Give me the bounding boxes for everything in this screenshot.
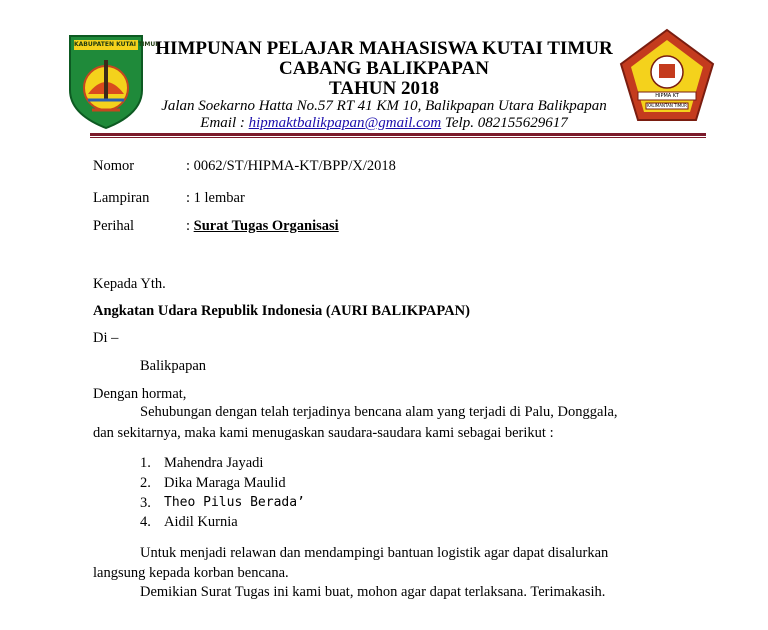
salutation: Dengan hormat,	[93, 386, 187, 402]
recipient-di: Di –	[93, 330, 119, 346]
recipient-city: Balikpapan	[140, 358, 207, 374]
right-logo-banner: HIPMA KT	[655, 93, 679, 99]
member-name-4: Aidil Kurnia	[164, 514, 238, 530]
member-num-3: 3.	[140, 495, 151, 511]
org-name-line2: CABANG BALIKPAPAN	[279, 58, 489, 79]
org-name-line1: HIMPUNAN PELAJAR MAHASISWA KUTAI TIMUR	[155, 38, 613, 59]
email-label: Email :	[200, 115, 249, 131]
para2-line1: Untuk menjadi relawan dan mendampingi bantuan logistik agar dapat disalurkan	[140, 545, 609, 561]
email-link[interactable]: hipmaktbalikpapan@gmail.com	[248, 115, 442, 131]
perihal-subject: Surat Tugas Organisasi	[193, 218, 339, 234]
member-name-2: Dika Maraga Maulid	[164, 475, 286, 491]
kutai-timur-logo	[66, 30, 160, 130]
org-name-line3: TAHUN 2018	[329, 78, 439, 99]
perihal-value	[186, 217, 339, 235]
nomor-value: : 0062/ST/HIPMA-KT/BPP/X/2018	[186, 158, 396, 174]
member-name-1: Mahendra Jayadi	[164, 455, 264, 471]
phone-text: Telp. 082155629617	[441, 115, 568, 131]
perihal-label: Perihal	[93, 218, 135, 234]
org-address: Jalan Soekarno Hatta No.57 RT 41 KM 10, Balikpapan Utara Balikpapan	[161, 98, 607, 114]
nomor-label: Nomor	[93, 158, 135, 174]
member-num-2: 2.	[140, 475, 151, 491]
lampiran-value: : 1 lembar	[186, 190, 245, 206]
member-num-1: 1.	[140, 455, 151, 471]
perihal-colon: :	[186, 218, 194, 234]
closing-line: Demikian Surat Tugas ini kami buat, mohon agar dapat terlaksana. Terimakasih.	[140, 584, 606, 600]
kepada-yth: Kepada Yth.	[93, 276, 166, 292]
left-logo-text: KABUPATEN KUTAI TIMUR	[74, 41, 160, 48]
header-divider-thin	[90, 137, 706, 138]
recipient-name: Angkatan Udara Republik Indonesia (AURI BALIKPAPAN)	[93, 303, 470, 319]
lampiran-label: Lampiran	[93, 190, 150, 206]
member-num-4: 4.	[140, 514, 151, 530]
right-logo-text: KALIMANTAN TIMUR	[647, 103, 687, 108]
hipma-kt-logo	[618, 28, 716, 124]
para1-line1: Sehubungan dengan telah terjadinya bencana alam yang terjadi di Palu, Donggala,	[140, 404, 618, 420]
para1-line2: dan sekitarnya, maka kami menugaskan saudara-saudara kami sebagai berikut :	[93, 425, 554, 441]
header-divider-thick	[90, 133, 706, 136]
org-contact	[150, 114, 618, 132]
member-name-3: Theo Pilus Berada’	[164, 495, 305, 510]
para2-line2: langsung kepada korban bencana.	[93, 565, 289, 581]
